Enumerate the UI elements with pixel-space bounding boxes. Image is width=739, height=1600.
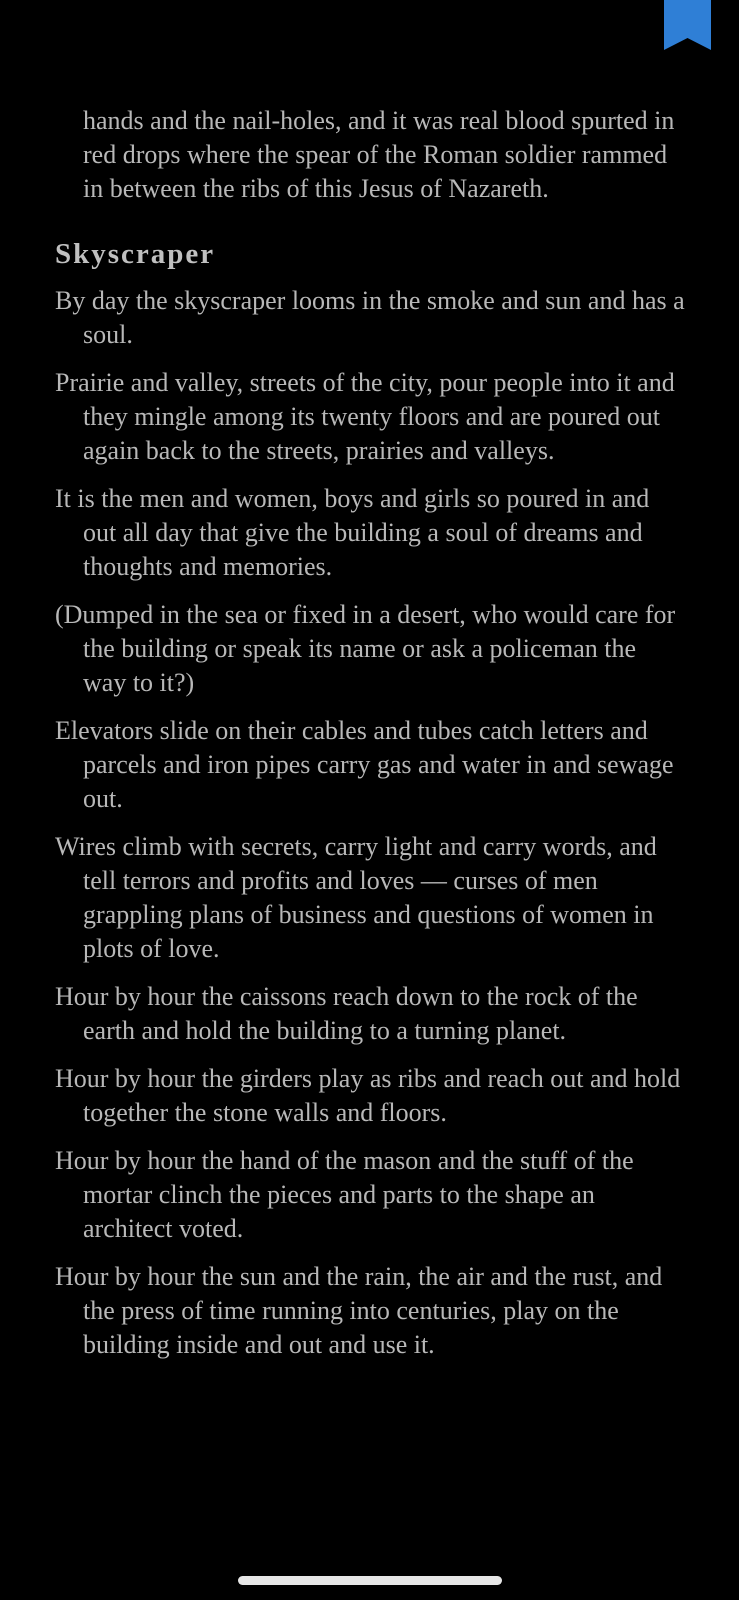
poem-paragraph: It is the men and women, boys and girls so poured in and out all day that give the building a soul of dreams and thoughts and memories. — [55, 484, 650, 581]
home-indicator[interactable] — [238, 1576, 502, 1585]
reader-page — [55, 104, 685, 1376]
poem-title: Skyscraper — [55, 238, 216, 270]
poem-paragraph: Hour by hour the caissons reach down to the rock of the earth and hold the building to a turning planet. — [55, 982, 638, 1045]
poem-paragraph: (Dumped in the sea or fixed in a desert, who would care for the building or speak its name or ask a policeman the way to it?) — [55, 600, 676, 697]
poem-paragraph: Hour by hour the sun and the rain, the air and the rust, and the press of time running into centuries, play on the building inside and out and use it. — [55, 1262, 663, 1359]
bookmark-icon — [664, 0, 711, 50]
continued-paragraph: hands and the nail-holes, and it was real blood spurted in red drops where the spear of the Roman soldier rammed in between the ribs of this Jesus of Nazareth. — [83, 106, 675, 203]
poem-paragraph: Hour by hour the hand of the mason and the stuff of the mortar clinch the pieces and parts to the shape an architect voted. — [55, 1146, 634, 1243]
poem-paragraph: By day the skyscraper looms in the smoke and sun and has a soul. — [55, 286, 685, 349]
bookmark-button[interactable] — [664, 0, 711, 50]
poem-paragraph: Elevators slide on their cables and tubes catch letters and parcels and iron pipes carry gas and water in and sewage out. — [55, 716, 674, 813]
poem-paragraph: Hour by hour the girders play as ribs and reach out and hold together the stone walls and floors. — [55, 1064, 681, 1127]
poem-paragraph: Wires climb with secrets, carry light and carry words, and tell terrors and profits and loves — curses of men grappling plans of business and questions of women in plots of love. — [55, 832, 657, 963]
poem-paragraph: Prairie and valley, streets of the city, pour people into it and they mingle among its twenty floors and are poured out again back to the streets, prairies and valleys. — [55, 368, 675, 465]
